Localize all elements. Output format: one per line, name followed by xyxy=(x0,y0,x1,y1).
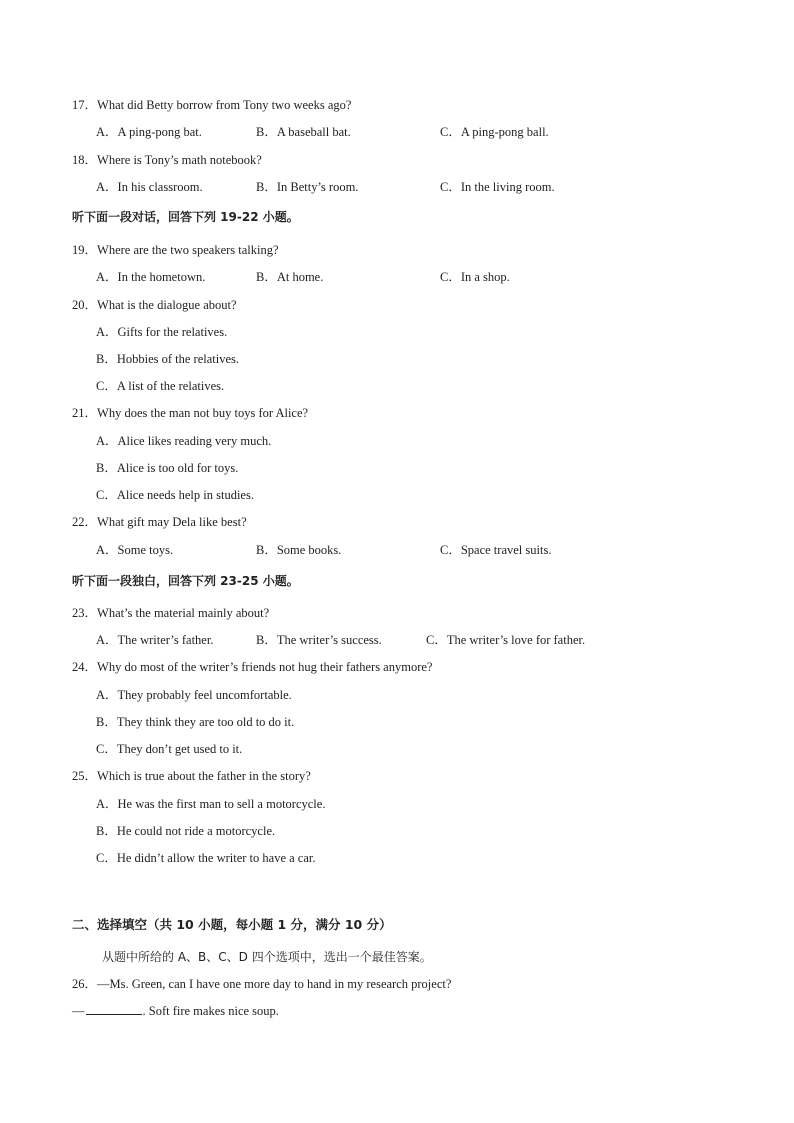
option-17-b: B．A baseball bat. xyxy=(256,125,351,139)
question-text: Why does the man not buy toys for Alice? xyxy=(97,406,309,420)
option-17-a: A．A ping-pong bat. xyxy=(96,125,202,139)
option-21-b: B．Alice is too old for toys. xyxy=(96,461,239,475)
question-number: 19． xyxy=(72,243,98,257)
option-25-c: C．He didn’t allow the writer to have a car. xyxy=(96,851,316,865)
question-26 xyxy=(72,976,451,992)
question-26-reply xyxy=(72,1003,279,1019)
option-23-c: C．The writer’s love for father. xyxy=(426,633,586,647)
option-18-b: B．In Betty’s room. xyxy=(256,180,359,194)
question-23 xyxy=(72,605,269,621)
option-22-a: A．Some toys. xyxy=(96,543,174,557)
question-text: Where is Tony’s math notebook? xyxy=(97,153,262,167)
question-18 xyxy=(72,152,262,168)
question-text: What gift may Dela like best? xyxy=(97,515,247,529)
option-19-c: C．In a shop. xyxy=(440,270,510,284)
question-19 xyxy=(72,242,279,258)
question-24 xyxy=(72,659,432,675)
question-number: 17． xyxy=(72,98,98,112)
option-21-a: A．Alice likes reading very much. xyxy=(96,434,272,448)
question-20 xyxy=(72,297,237,313)
question-text: —Ms. Green, can I have one more day to hand in my research project? xyxy=(97,977,452,991)
option-19-a: A．In the hometown. xyxy=(96,270,206,284)
option-19-b: B．At home. xyxy=(256,270,324,284)
option-23-b: B．The writer’s success. xyxy=(256,633,382,647)
option-21-c: C．Alice needs help in studies. xyxy=(96,488,254,502)
question-text: Where are the two speakers talking? xyxy=(97,243,279,257)
option-24-b: B．They think they are too old to do it. xyxy=(96,715,295,729)
question-text: Which is true about the father in the story? xyxy=(97,769,311,783)
answer-blank[interactable] xyxy=(86,1003,142,1015)
option-20-c: C．A list of the relatives. xyxy=(96,379,225,393)
question-number: 26． xyxy=(72,977,98,991)
option-24-c: C．They don’t get used to it. xyxy=(96,742,243,756)
question-text: Why do most of the writer’s friends not hug their fathers anymore? xyxy=(97,660,433,674)
option-24-a: A．They probably feel uncomfortable. xyxy=(96,688,292,702)
option-22-c: C．Space travel suits. xyxy=(440,543,552,557)
question-number: 18． xyxy=(72,153,98,167)
reply-text: . Soft fire makes nice soup. xyxy=(142,1004,279,1018)
question-text: What is the dialogue about? xyxy=(97,298,237,312)
question-text: What did Betty borrow from Tony two weeks ago? xyxy=(97,98,352,112)
question-number: 22． xyxy=(72,515,98,529)
section-heading-dialogue: 听下面一段对话，回答下列 19-22 小题。 xyxy=(72,210,299,224)
question-number: 20． xyxy=(72,298,98,312)
question-number: 24． xyxy=(72,660,98,674)
question-25 xyxy=(72,768,311,784)
question-number: 21． xyxy=(72,406,98,420)
option-17-c: C．A ping-pong ball. xyxy=(440,125,549,139)
question-number: 25． xyxy=(72,769,98,783)
option-25-a: A．He was the first man to sell a motorcycle. xyxy=(96,797,326,811)
option-25-b: B．He could not ride a motorcycle. xyxy=(96,824,276,838)
option-22-b: B．Some books. xyxy=(256,543,342,557)
option-20-a: A．Gifts for the relatives. xyxy=(96,325,228,339)
question-number: 23． xyxy=(72,606,98,620)
option-18-a: A．In his classroom. xyxy=(96,180,203,194)
question-22 xyxy=(72,514,247,530)
question-text: What’s the material mainly about? xyxy=(97,606,270,620)
option-20-b: B．Hobbies of the relatives. xyxy=(96,352,240,366)
option-18-c: C．In the living room. xyxy=(440,180,555,194)
question-21 xyxy=(72,405,308,421)
section-heading-monologue: 听下面一段独白，回答下列 23-25 小题。 xyxy=(72,574,299,588)
part2-instruction: 从题中所给的 A、B、C、D 四个选项中，选出一个最佳答案。 xyxy=(102,950,432,964)
dash: — xyxy=(72,1004,85,1018)
question-17 xyxy=(72,97,351,113)
part2-title: 二、选择填空（共 10 小题，每小题 1 分，满分 10 分） xyxy=(72,917,392,932)
option-23-a: A．The writer’s father. xyxy=(96,633,214,647)
